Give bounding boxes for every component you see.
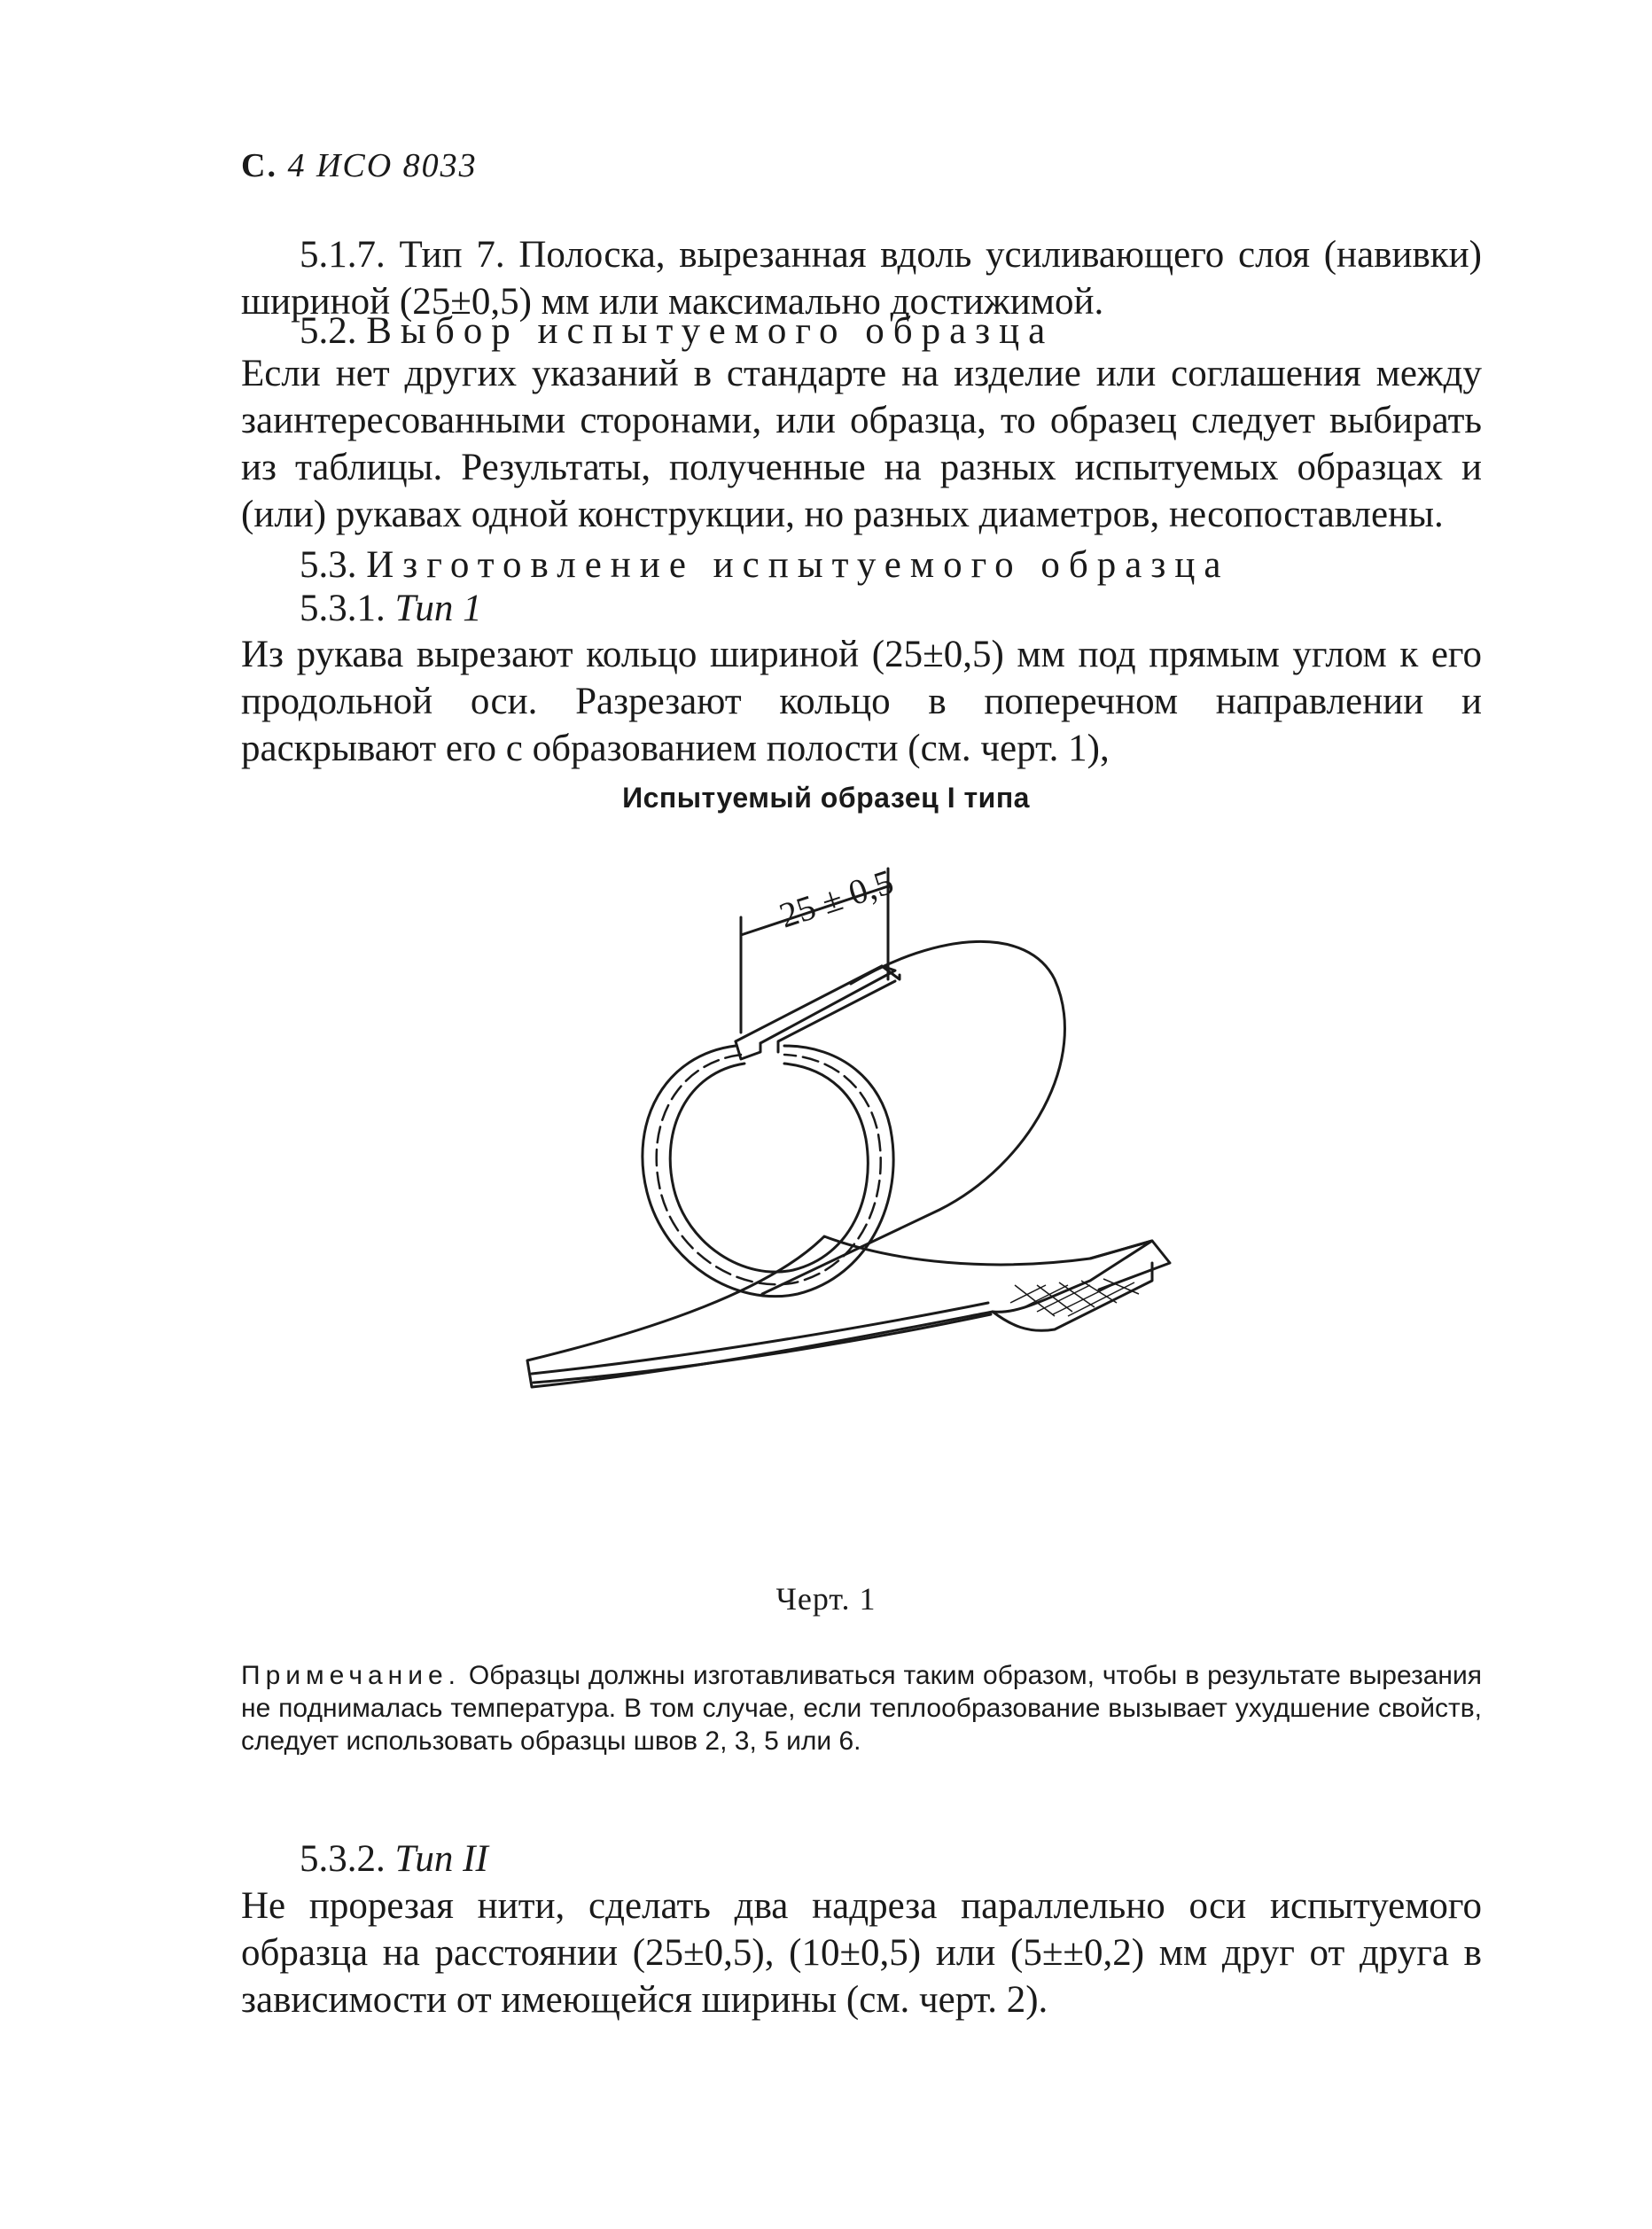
strip-end-flap (993, 1263, 1152, 1330)
note-label: Примечание. (241, 1661, 461, 1690)
strip-flap-top (1090, 1241, 1170, 1290)
specimen-drawing (479, 846, 1205, 1520)
section-title: Тип II (394, 1838, 488, 1880)
section-number: 5.3.2. (300, 1838, 386, 1880)
section-number: 5.2. (300, 310, 357, 352)
figure-title: Испытуемый образец I типа (622, 782, 1030, 814)
slot-cut-left (736, 1041, 760, 1059)
paragraph-5-3-1-body: Из рукава вырезают кольцо шириной (25±0,5) мм под прямым углом к его продольной оси. Разрезают кольцо в поперечном направлении и раскрывают его с образованием полости (см. черт. 1), (241, 634, 1482, 769)
standard-id: ИСО 8033 (316, 147, 478, 184)
ring-reinforcement-layer (657, 1055, 881, 1284)
section-title: Выбор испытуемого образца (366, 310, 1055, 352)
dimension-label: 25 ± 0,5 (774, 861, 899, 936)
section-number: 5.3.1. (300, 588, 386, 629)
paragraph-5-1-7: 5.1.7. Тип 7. Полоска, вырезанная вдоль усиливающего слоя (навивки) шириной (25±0,5) мм или максимально достижимой. (241, 234, 1482, 323)
strip-guide (532, 1245, 815, 1360)
note (241, 1659, 1482, 1757)
page-prefix: С. (241, 147, 277, 184)
section-title: Изготовление испытуемого образца (366, 544, 1230, 586)
page-header (241, 146, 478, 185)
section-heading-5-3-1 (241, 585, 1482, 632)
slot-cut-right (778, 981, 895, 1052)
section-number: 5.3. (300, 544, 357, 586)
note-text: Образцы должны изготавливаться таким образом, чтобы в результате вырезания не поднималась температура. В том случае, если теплообразование вызывает ухудшение свойств, следует использовать образцы швов 2, 3, 5 или 6. (241, 1661, 1482, 1756)
tube-outer-contour (762, 941, 1064, 1294)
paragraph-5-3-2-body: Не прорезая нити, сделать два надреза параллельно оси испытуемого образца на расстоянии (25±0,5), (10±0,5) или (5±±0,2) мм друг от друга в зависимости от имеющейся ширины (см. черт. 2). (241, 1885, 1482, 2021)
section-title: Тип 1 (394, 588, 482, 629)
ring-outer (643, 1046, 893, 1297)
figure-caption: Черт. 1 (775, 1581, 877, 1617)
section-heading-5-2 (241, 308, 1482, 355)
slot-top (736, 966, 895, 1043)
section-heading-5-3 (241, 542, 1482, 588)
strip-layer-line-1 (532, 1303, 988, 1374)
page-number: 4 (287, 147, 307, 184)
section-heading-5-3-2 (241, 1835, 1482, 1882)
paragraph-5-2-body: Если нет других указаний в стандарте на изделие или соглашения между заинтересованными сторонами, или образца, то образец следует выбирать из таблицы. Результаты, полученные на разных испытуемых образцах и (или) рукавах одной конструкции, но разных диаметров, несопоставлены. (241, 353, 1482, 535)
